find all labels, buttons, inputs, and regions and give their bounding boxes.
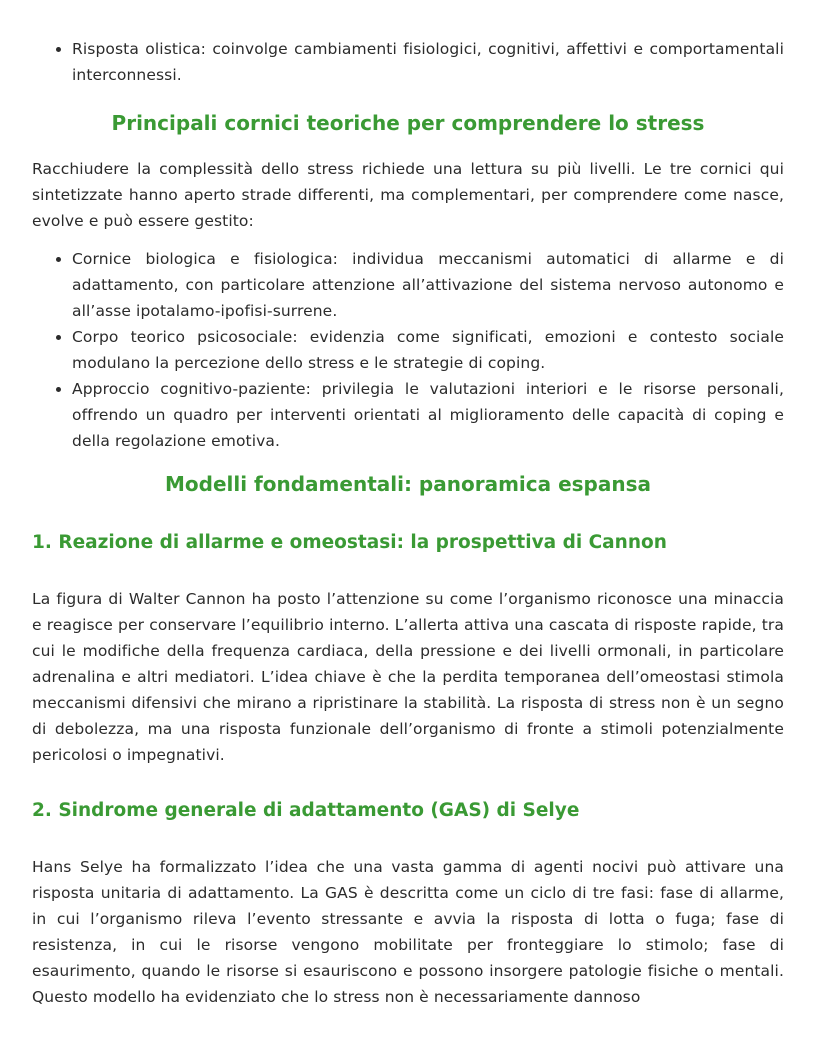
top-bullet-list (32, 36, 784, 88)
intro-paragraph: Racchiudere la complessità dello stress richiede una lettura su più livelli. Le tre cornici qui sintetizzate hanno aperto strade differenti, ma complementari, per comprendere come nasce, evolve e può essere gestito: (32, 160, 784, 230)
list-item: • Cornice biologica e fisiologica: individua meccanismi automatici di allarme e di adattamento, con particolare attenzione all’attivazione del sistema nervoso autonomo e all’asse ipotalamo-ipofisi-surrene. (72, 246, 784, 324)
section1-text: La figura di Walter Cannon ha posto l’attenzione su come l’organismo riconosce una minaccia e reagisce per conservare l’equilibrio interno. L’allerta attiva una cascata di risposte rapide, tra cui le modifiche della frequenza cardiaca, della pressione e dei livelli ormonali, in particolare adrenalina e altri mediatori. L’idea chiave è che la perdita temporanea dell’omeostasi stimola meccanismi difensivi che mirano a ripristinare la stabilità. La risposta di stress non è un segno di debolezza, ma una risposta funzionale dell’organismo di fronte a stimoli potenzialmente pericolosi o impegnativi. (32, 590, 784, 764)
list-item: • Risposta olistica: coinvolge cambiamenti fisiologici, cognitivi, affettivi e comportamentali interconnessi. (72, 36, 784, 88)
document-page (32, 36, 784, 1010)
section2-title: 2. Sindrome generale di adattamento (GAS) di Selye (32, 800, 580, 821)
section2-text: Hans Selye ha formalizzato l’idea che una vasta gamma di agenti nocivi può attivare una risposta unitaria di adattamento. La GAS è descritta come un ciclo di tre fasi: fase di allarme, in cui l’organismo rileva l’evento stressante e avvia la risposta di lotta o fuga; fase di resistenza, in cui le risorse vengono mobilitate per fronteggiare lo stimolo; fase di esaurimento, quando le risorse si esauriscono e possono insorgere patologie fisiche o mentali. Questo modello ha evidenziato che lo stress non è necessariamente dannoso (32, 858, 784, 1006)
heading-models: Modelli fondamentali: panoramica espansa (165, 472, 651, 496)
section1-title: 1. Reazione di allarme e omeostasi: la prospettiva di Cannon (32, 532, 667, 553)
list-item: • Corpo teorico psicosociale: evidenzia come significati, emozioni e contesto sociale modulano la percezione dello stress e le strategie di coping. (72, 324, 784, 376)
list-item: • Approccio cognitivo-paziente: privilegia le valutazioni interiori e le risorse personali, offrendo un quadro per interventi orientati al miglioramento delle capacità di coping e della regolazione emotiva. (72, 376, 784, 454)
frameworks-list (32, 246, 784, 454)
heading-frameworks: Principali cornici teoriche per comprendere lo stress (111, 111, 705, 135)
